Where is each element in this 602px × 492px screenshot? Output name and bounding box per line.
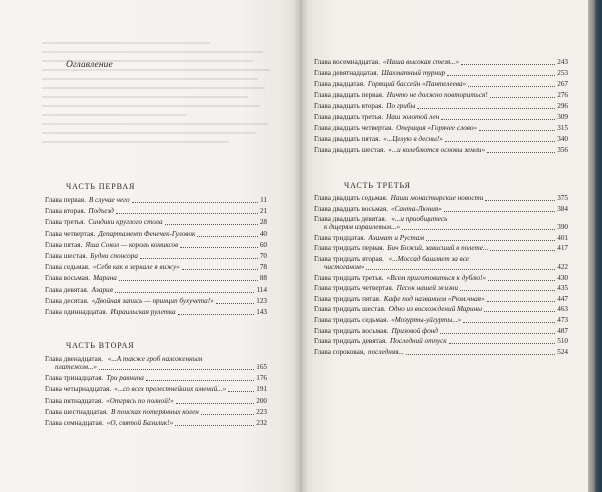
toc-entry xyxy=(314,69,568,77)
dot-leader xyxy=(146,379,254,381)
dot-leader xyxy=(216,302,254,304)
chapter-title: Одно из восхождений Марины xyxy=(388,305,483,314)
toc-entry xyxy=(314,113,568,121)
left-page xyxy=(0,0,300,492)
toc-entry xyxy=(45,408,267,416)
chapter-label: Глава шестнадцатая. xyxy=(45,407,108,416)
toc-entry xyxy=(314,316,568,324)
page-number: 487 xyxy=(557,326,568,335)
toc-entry xyxy=(45,308,267,316)
dot-leader xyxy=(175,424,254,426)
chapter-title: «...и колеблются основы земли» xyxy=(388,146,486,154)
toc-entry xyxy=(45,207,267,215)
toc-entry xyxy=(45,385,267,393)
toc-entry xyxy=(45,419,267,427)
chapter-title-continued: к дщерям израилевым...» xyxy=(324,223,401,232)
toc-entry xyxy=(314,284,568,292)
chapter-title: Подъезд xyxy=(88,207,114,216)
dot-leader xyxy=(487,151,555,153)
page-number: 253 xyxy=(557,69,568,77)
toc-entry xyxy=(314,91,568,99)
page-number: 340 xyxy=(557,135,568,143)
chapter-title: Азария xyxy=(91,285,113,294)
chapter-title: «Наша высокая стезя...» xyxy=(382,58,460,66)
chapter-title: Марина xyxy=(93,274,117,283)
chapter-label: Глава двадцать вторая. xyxy=(314,102,384,110)
page-number: 296 xyxy=(557,102,568,110)
page-number: 524 xyxy=(557,347,568,356)
dot-leader xyxy=(116,212,258,214)
chapter-title: Наши монастырские новости xyxy=(390,194,484,202)
dot-leader xyxy=(417,107,555,109)
chapter-label: Глава четвертая. xyxy=(45,229,96,238)
chapter-title: «Себя как в зеркале я вижу» xyxy=(92,263,180,272)
chapter-title-continued: платежом...» xyxy=(55,363,98,371)
chapter-title: Горящий бассейн «Пантелеева» xyxy=(367,80,467,88)
chapter-title: «Мозурты-уйгурты...» xyxy=(391,315,462,324)
chapter-label: Глава двенадцатая. xyxy=(45,355,103,363)
page-number: 21 xyxy=(259,207,267,216)
chapter-title: Департамент Фенечек-Гуловок xyxy=(98,229,196,238)
dot-leader xyxy=(479,129,555,131)
chapter-title: Яша Сокол — король комиксов xyxy=(85,240,179,249)
dot-leader xyxy=(490,96,556,98)
dot-leader xyxy=(426,239,555,241)
toc-entry xyxy=(314,80,568,88)
chapter-label: Глава шестая. xyxy=(45,251,88,260)
chapter-title: В поисках потерянных колен xyxy=(110,407,199,416)
page-number: 176 xyxy=(256,374,267,383)
toc-entry xyxy=(314,205,568,213)
toc-entry xyxy=(45,218,267,226)
chapter-label: Глава девятнадцатая. xyxy=(314,69,379,77)
toc-entry xyxy=(45,196,267,204)
part-one-toc xyxy=(45,196,267,319)
toc-entry xyxy=(45,241,267,249)
chapter-title: Бич Божий, зависший в полете... xyxy=(387,244,489,253)
chapter-title: Шахматный турнир xyxy=(381,69,446,77)
toc-entry xyxy=(314,348,568,356)
chapter-label: Глава двадцать восьмая. xyxy=(314,204,388,213)
chapter-title: Будни спонсора xyxy=(90,251,138,260)
chapter-label: Глава тридцать седьмая. xyxy=(314,315,389,324)
dot-leader xyxy=(490,249,555,251)
dot-leader xyxy=(182,268,258,270)
chapter-label: Глава восьмая. xyxy=(45,274,91,283)
dot-leader xyxy=(463,321,555,323)
toc-entry xyxy=(314,295,568,303)
dot-leader xyxy=(228,390,254,392)
dot-leader xyxy=(180,246,258,248)
dot-leader xyxy=(119,279,258,281)
toc-entry xyxy=(45,252,267,260)
page-number: 40 xyxy=(259,229,267,238)
page-number: 473 xyxy=(557,315,568,324)
chapter-label: Глава тридцать пятая. xyxy=(314,294,381,303)
page-number: 422 xyxy=(557,262,568,271)
chapter-label: Глава третья. xyxy=(45,218,86,227)
chapter-title: «...со всех прелестнейших имений...» xyxy=(114,385,227,394)
dot-leader xyxy=(99,368,254,370)
chapter-label: Глава двадцать седьмая. xyxy=(314,194,388,202)
chapter-label: Глава тридцать восьмая. xyxy=(314,326,389,335)
continued-toc xyxy=(314,58,568,157)
dot-leader xyxy=(440,332,555,334)
chapter-label: Глава тридцать вторая. xyxy=(314,254,384,263)
dot-leader xyxy=(445,140,555,142)
chapter-title: Азамат и Рустам xyxy=(368,233,424,242)
chapter-title: «...Моссад башляет за все xyxy=(388,254,469,263)
chapter-title: Операция «Горячее слово» xyxy=(396,124,478,132)
chapter-label: Глава двадцать девятая. xyxy=(314,215,387,224)
page-number: 401 xyxy=(557,233,568,242)
chapter-label: Глава двадцать шестая. xyxy=(314,146,386,154)
chapter-title: «Санта-Люния» xyxy=(390,204,442,213)
page-number: 356 xyxy=(557,146,568,154)
chapter-label: Глава пятая. xyxy=(45,240,83,249)
toc-entry xyxy=(314,337,568,345)
page-number: 315 xyxy=(557,124,568,132)
page-number: 11 xyxy=(260,196,267,204)
chapter-label: Глава вторая. xyxy=(45,207,86,216)
chapter-title: «О, святой Базилик!» xyxy=(106,418,174,427)
chapter-title: По грибы xyxy=(386,102,416,110)
chapter-label: Глава четырнадцатая. xyxy=(45,385,112,394)
toc-entry xyxy=(45,230,267,238)
page-number: 143 xyxy=(256,307,267,316)
page-number: 60 xyxy=(259,240,267,249)
chapter-title-continued: чистоганом» xyxy=(324,262,365,271)
chapter-label: Глава двадцать четвертая. xyxy=(314,124,394,132)
toc-entry xyxy=(314,305,568,313)
toc-entry xyxy=(45,374,267,382)
toc-entry xyxy=(314,327,568,335)
chapter-label: Глава тридцать первая. xyxy=(314,244,385,253)
chapter-label: Глава тридцать девятая. xyxy=(314,337,388,346)
page-number: 417 xyxy=(557,244,568,253)
dot-leader xyxy=(178,313,255,315)
chapter-label: Глава тридцать третья. xyxy=(314,273,384,282)
toc-entry xyxy=(45,274,267,282)
page-number: 243 xyxy=(557,58,568,66)
chapter-title: Кафе под названием «Рюм.чная» xyxy=(383,294,485,303)
page-number: 447 xyxy=(557,294,568,303)
chapter-label: Глава двадцатая. xyxy=(314,80,365,88)
page-number: 70 xyxy=(259,251,267,260)
page-number: 114 xyxy=(256,285,267,294)
page-number: 28 xyxy=(259,218,267,227)
part-three-toc xyxy=(314,194,568,358)
toc-entry xyxy=(314,274,568,282)
chapter-title: Синдики круглого стола xyxy=(88,218,163,227)
chapter-label: Глава двадцать третья. xyxy=(314,113,384,121)
page-number: 191 xyxy=(256,385,267,394)
page-number: 430 xyxy=(557,273,568,282)
chapter-label: Глава двадцать пятая. xyxy=(314,135,381,143)
toc-entry xyxy=(45,355,267,371)
chapter-title: Призовой фонд xyxy=(391,326,438,335)
part-one-heading: ЧАСТЬ ПЕРВАЯ xyxy=(66,182,136,191)
dot-leader xyxy=(447,74,555,76)
toc-entry xyxy=(45,263,267,271)
dot-leader xyxy=(115,291,255,293)
page-number: 200 xyxy=(256,396,267,405)
dot-leader xyxy=(484,310,555,312)
page-title: Оглавление xyxy=(66,60,113,70)
page-number: 123 xyxy=(256,296,267,305)
page-number: 510 xyxy=(557,337,568,346)
toc-entry xyxy=(314,244,568,252)
chapter-title: В случае чего xyxy=(88,196,130,204)
toc-entry xyxy=(314,255,568,271)
toc-entry xyxy=(314,146,568,154)
toc-entry xyxy=(314,124,568,132)
dot-leader xyxy=(176,402,254,404)
chapter-title: «...Целую в десны!» xyxy=(383,135,443,143)
dot-leader xyxy=(201,413,254,415)
chapter-title: «...А также гроб наложенным xyxy=(107,355,203,363)
book-cover-edge xyxy=(588,0,602,492)
page-number: 309 xyxy=(557,113,568,121)
chapter-title: «Отгрясь по полной!» xyxy=(106,396,174,405)
part-three-heading: ЧАСТЬ ТРЕТЬЯ xyxy=(344,181,411,190)
chapter-title: Последний отпуск xyxy=(390,337,447,346)
chapter-label: Глава седьмая. xyxy=(45,263,90,272)
page-number: 375 xyxy=(557,194,568,202)
chapter-title: «Всем приготовиться к дублю!» xyxy=(386,273,487,282)
dot-leader xyxy=(366,268,555,270)
dot-leader xyxy=(468,85,555,87)
dot-leader xyxy=(461,63,555,65)
chapter-title: Наш золотой лен xyxy=(386,113,440,121)
chapter-label: Глава тридцатая. xyxy=(314,233,366,242)
toc-entry xyxy=(314,194,568,202)
toc-entry xyxy=(314,102,568,110)
book-gutter xyxy=(294,0,308,492)
chapter-label: Глава девятая. xyxy=(45,285,89,294)
chapter-title: Израильская рулетка xyxy=(110,307,176,316)
dot-leader xyxy=(165,223,258,225)
page-number: 267 xyxy=(557,80,568,88)
chapter-title: последняя... xyxy=(367,347,404,356)
dot-leader xyxy=(460,289,555,291)
chapter-label: Глава одиннадцатая. xyxy=(45,307,108,316)
chapter-label: Глава тридцать четвертая. xyxy=(314,284,394,293)
chapter-label: Глава десятая. xyxy=(45,296,89,305)
dot-leader xyxy=(488,279,555,281)
chapter-label: Глава первая. xyxy=(45,196,86,204)
dot-leader xyxy=(449,342,556,344)
page-number: 165 xyxy=(256,363,267,371)
chapter-title: «Двойная запись — принцип бухучета!» xyxy=(91,296,214,305)
chapter-title: Три равнина xyxy=(106,374,144,383)
toc-entry xyxy=(314,234,568,242)
chapter-label: Глава семнадцатая. xyxy=(45,418,104,427)
toc-entry xyxy=(314,58,568,66)
page-number: 78 xyxy=(259,263,267,272)
toc-entry xyxy=(45,397,267,405)
dot-leader xyxy=(402,228,555,230)
chapter-label: Глава сороковая, xyxy=(314,347,365,356)
chapter-label: Глава двадцать первая. xyxy=(314,91,384,99)
dot-leader xyxy=(485,199,555,201)
page-number: 384 xyxy=(557,204,568,213)
page-number: 435 xyxy=(557,284,568,293)
page-number: 232 xyxy=(256,418,267,427)
page-number: 88 xyxy=(259,274,267,283)
right-page xyxy=(300,0,588,492)
page-number: 276 xyxy=(557,91,568,99)
dot-leader xyxy=(444,210,555,212)
chapter-label: Глава тридцать шестая. xyxy=(314,305,386,314)
toc-entry xyxy=(314,135,568,143)
dot-leader xyxy=(132,201,259,203)
toc-entry xyxy=(45,297,267,305)
dot-leader xyxy=(441,118,555,120)
page-number: 390 xyxy=(557,223,568,232)
toc-entry xyxy=(45,286,267,294)
dot-leader xyxy=(487,300,556,302)
chapter-label: Глава тринадцатая. xyxy=(45,374,104,383)
chapter-title: Песок нашей жизни xyxy=(396,284,459,293)
page-number: 223 xyxy=(256,407,267,416)
page-number: 463 xyxy=(557,305,568,314)
dot-leader xyxy=(406,353,555,355)
toc-entry xyxy=(314,215,568,231)
chapter-label: Глава пятнадцатая. xyxy=(45,396,104,405)
chapter-label: Глава восемнадцатая. xyxy=(314,58,380,66)
part-two-toc xyxy=(45,355,267,430)
dot-leader xyxy=(140,257,258,259)
part-two-heading: ЧАСТЬ ВТОРАЯ xyxy=(66,341,135,350)
chapter-title: Ничто не должно повториться! xyxy=(386,91,488,99)
dot-leader xyxy=(197,235,257,237)
chapter-title: «...и приобщитесь xyxy=(391,215,448,224)
